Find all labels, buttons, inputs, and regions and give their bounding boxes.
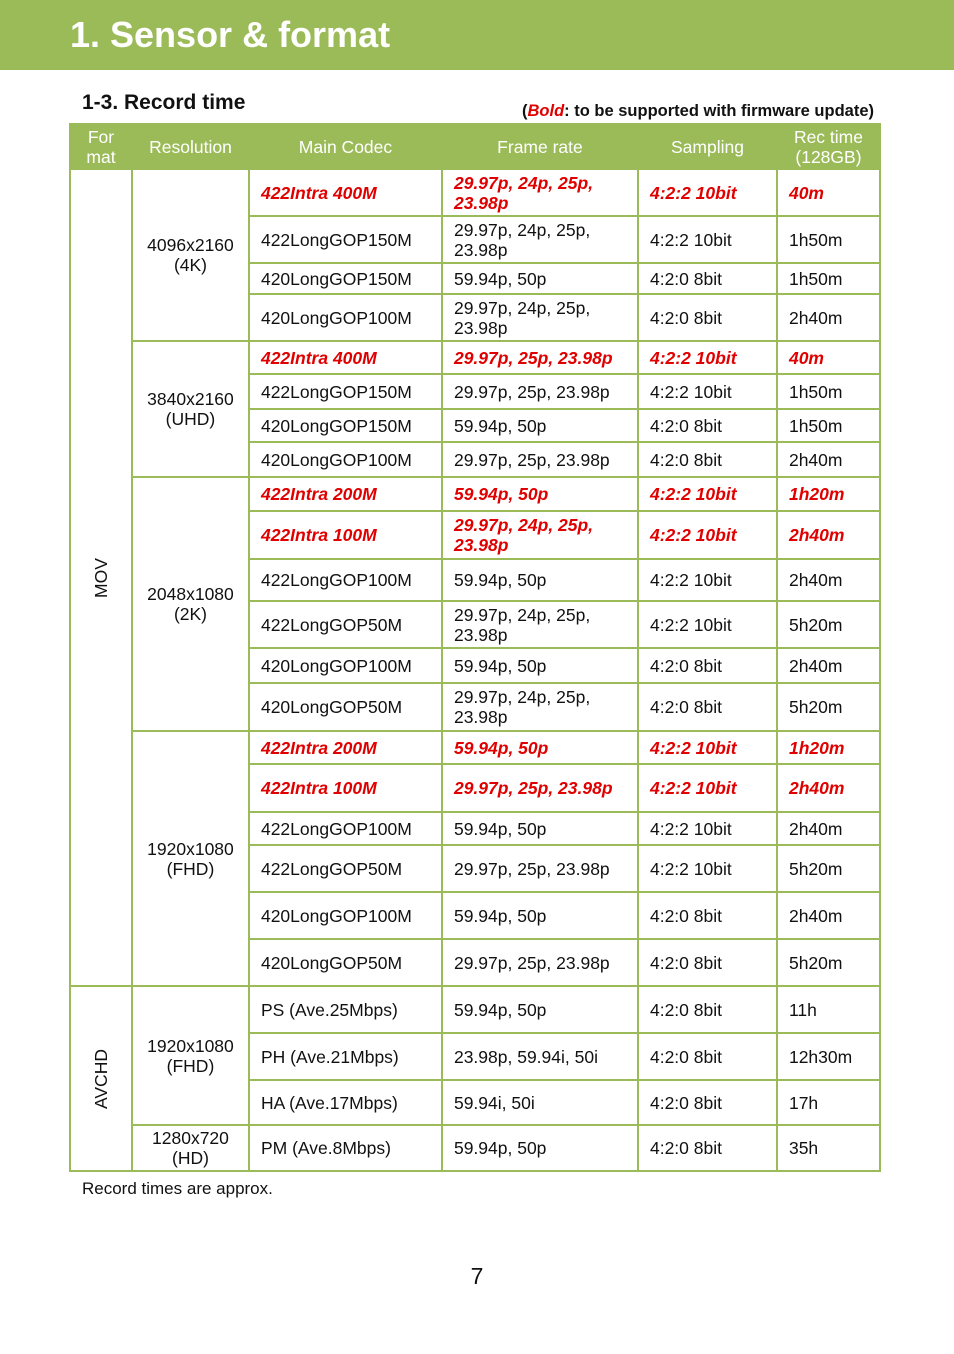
codec-cell: 422Intra 100M xyxy=(249,511,442,559)
sampling-cell: 4:2:2 10bit xyxy=(638,511,777,559)
resolution-cell-fhd: 1920x1080 (FHD) xyxy=(132,731,249,986)
sampling-cell: 4:2:2 10bit xyxy=(638,169,777,216)
codec-cell: 422LongGOP150M xyxy=(249,374,442,409)
frame-rate-cell: 29.97p, 25p, 23.98p xyxy=(442,845,638,892)
sampling-cell: 4:2:0 8bit xyxy=(638,892,777,939)
sampling-cell: 4:2:0 8bit xyxy=(638,263,777,294)
format-label: MOV xyxy=(90,557,111,598)
frame-rate-cell: 59.94p, 50p xyxy=(442,1125,638,1171)
frame-rate-cell: 29.97p, 25p, 23.98p xyxy=(442,374,638,409)
rec-time-cell: 2h40m xyxy=(777,511,880,559)
header-rec-time: Rec time (128GB) xyxy=(777,124,880,169)
frame-rate-cell: 29.97p, 25p, 23.98p xyxy=(442,341,638,374)
frame-rate-cell: 29.97p, 24p, 25p, 23.98p xyxy=(442,601,638,648)
firmware-note xyxy=(522,101,874,121)
frame-rate-cell: 59.94i, 50i xyxy=(442,1080,638,1125)
sampling-cell: 4:2:0 8bit xyxy=(638,409,777,442)
frame-rate-cell: 59.94p, 50p xyxy=(442,409,638,442)
sampling-cell: 4:2:2 10bit xyxy=(638,477,777,511)
codec-cell: 422LongGOP100M xyxy=(249,812,442,845)
table-row xyxy=(70,477,880,511)
footnote: Record times are approx. xyxy=(82,1179,273,1198)
sampling-cell: 4:2:0 8bit xyxy=(638,939,777,986)
header-format: For mat xyxy=(70,124,132,169)
codec-cell: 422Intra 100M xyxy=(249,764,442,812)
rec-time-cell: 1h20m xyxy=(777,731,880,764)
codec-cell: 420LongGOP100M xyxy=(249,648,442,683)
format-cell-avchd xyxy=(70,986,132,1171)
frame-rate-cell: 29.97p, 24p, 25p, 23.98p xyxy=(442,216,638,263)
codec-cell: 420LongGOP50M xyxy=(249,683,442,731)
resolution-cell-avchd_hd: 1280x720 (HD) xyxy=(132,1125,249,1171)
codec-cell: 420LongGOP100M xyxy=(249,294,442,341)
codec-cell: 422LongGOP150M xyxy=(249,216,442,263)
rec-time-cell: 2h40m xyxy=(777,892,880,939)
frame-rate-cell: 59.94p, 50p xyxy=(442,477,638,511)
rec-time-cell: 5h20m xyxy=(777,939,880,986)
rec-time-cell: 5h20m xyxy=(777,683,880,731)
sampling-cell: 4:2:0 8bit xyxy=(638,294,777,341)
table-row xyxy=(70,341,880,374)
frame-rate-cell: 59.94p, 50p xyxy=(442,892,638,939)
codec-cell: 420LongGOP50M xyxy=(249,939,442,986)
table-row xyxy=(70,1125,880,1171)
frame-rate-cell: 59.94p, 50p xyxy=(442,263,638,294)
sampling-cell: 4:2:2 10bit xyxy=(638,764,777,812)
codec-cell: 422LongGOP100M xyxy=(249,559,442,601)
sampling-cell: 4:2:0 8bit xyxy=(638,1033,777,1080)
header-codec: Main Codec xyxy=(249,124,442,169)
format-cell-mov xyxy=(70,169,132,986)
rec-time-cell: 1h20m xyxy=(777,477,880,511)
rec-time-cell: 40m xyxy=(777,169,880,216)
codec-cell: 422Intra 400M xyxy=(249,169,442,216)
sampling-cell: 4:2:0 8bit xyxy=(638,442,777,477)
rec-time-cell: 2h40m xyxy=(777,559,880,601)
frame-rate-cell: 29.97p, 24p, 25p, 23.98p xyxy=(442,683,638,731)
sampling-cell: 4:2:2 10bit xyxy=(638,216,777,263)
codec-cell: 420LongGOP100M xyxy=(249,442,442,477)
rec-time-cell: 12h30m xyxy=(777,1033,880,1080)
section-title: 1-3. Record time xyxy=(82,91,246,114)
table-body xyxy=(70,169,880,1171)
rec-time-cell: 2h40m xyxy=(777,294,880,341)
sampling-cell: 4:2:0 8bit xyxy=(638,986,777,1033)
codec-cell: 422LongGOP50M xyxy=(249,845,442,892)
page-number: 7 xyxy=(470,1263,484,1289)
header-row xyxy=(70,124,880,169)
frame-rate-cell: 29.97p, 24p, 25p, 23.98p xyxy=(442,511,638,559)
codec-cell: 422LongGOP50M xyxy=(249,601,442,648)
resolution-cell-uhd: 3840x2160 (UHD) xyxy=(132,341,249,477)
frame-rate-cell: 59.94p, 50p xyxy=(442,986,638,1033)
sampling-cell: 4:2:2 10bit xyxy=(638,341,777,374)
codec-cell: 420LongGOP150M xyxy=(249,409,442,442)
page-banner xyxy=(0,0,954,70)
sampling-cell: 4:2:0 8bit xyxy=(638,648,777,683)
resolution-cell-avchd_fhd: 1920x1080 (FHD) xyxy=(132,986,249,1125)
frame-rate-cell: 29.97p, 25p, 23.98p xyxy=(442,442,638,477)
rec-time-cell: 2h40m xyxy=(777,648,880,683)
note-rest: : to be supported with firmware update) xyxy=(564,102,874,120)
sampling-cell: 4:2:2 10bit xyxy=(638,559,777,601)
record-time-table xyxy=(69,123,881,1172)
rec-time-cell: 1h50m xyxy=(777,216,880,263)
rec-time-cell: 1h50m xyxy=(777,409,880,442)
rec-time-cell: 35h xyxy=(777,1125,880,1171)
sampling-cell: 4:2:2 10bit xyxy=(638,374,777,409)
codec-cell: PM (Ave.8Mbps) xyxy=(249,1125,442,1171)
frame-rate-cell: 29.97p, 25p, 23.98p xyxy=(442,764,638,812)
rec-time-cell: 11h xyxy=(777,986,880,1033)
sampling-cell: 4:2:2 10bit xyxy=(638,731,777,764)
frame-rate-cell: 29.97p, 24p, 25p, 23.98p xyxy=(442,169,638,216)
header-resolution: Resolution xyxy=(132,124,249,169)
table-row xyxy=(70,169,880,216)
table-row xyxy=(70,731,880,764)
sampling-cell: 4:2:2 10bit xyxy=(638,812,777,845)
note-bold-word: Bold xyxy=(527,102,565,120)
codec-cell: 422Intra 200M xyxy=(249,731,442,764)
rec-time-cell: 5h20m xyxy=(777,845,880,892)
rec-time-cell: 2h40m xyxy=(777,442,880,477)
frame-rate-cell: 29.97p, 25p, 23.98p xyxy=(442,939,638,986)
frame-rate-cell: 59.94p, 50p xyxy=(442,559,638,601)
codec-cell: 422Intra 400M xyxy=(249,341,442,374)
sampling-cell: 4:2:2 10bit xyxy=(638,601,777,648)
frame-rate-cell: 59.94p, 50p xyxy=(442,648,638,683)
banner-title: 1. Sensor & format xyxy=(70,14,391,55)
codec-cell: 422Intra 200M xyxy=(249,477,442,511)
frame-rate-cell: 29.97p, 24p, 25p, 23.98p xyxy=(442,294,638,341)
resolution-cell-r4k: 4096x2160 (4K) xyxy=(132,169,249,341)
table-row xyxy=(70,986,880,1033)
frame-rate-cell: 23.98p, 59.94i, 50i xyxy=(442,1033,638,1080)
sampling-cell: 4:2:0 8bit xyxy=(638,683,777,731)
codec-cell: 420LongGOP150M xyxy=(249,263,442,294)
rec-time-cell: 1h50m xyxy=(777,374,880,409)
header-sampling: Sampling xyxy=(638,124,777,169)
rec-time-cell: 17h xyxy=(777,1080,880,1125)
rec-time-cell: 5h20m xyxy=(777,601,880,648)
codec-cell: PH (Ave.21Mbps) xyxy=(249,1033,442,1080)
format-label: AVCHD xyxy=(90,1048,111,1109)
sampling-cell: 4:2:2 10bit xyxy=(638,845,777,892)
codec-cell: PS (Ave.25Mbps) xyxy=(249,986,442,1033)
note-open: ( xyxy=(521,102,528,120)
codec-cell: 420LongGOP100M xyxy=(249,892,442,939)
sampling-cell: 4:2:0 8bit xyxy=(638,1125,777,1171)
codec-cell: HA (Ave.17Mbps) xyxy=(249,1080,442,1125)
header-frame-rate: Frame rate xyxy=(442,124,638,169)
resolution-cell-r2k: 2048x1080 (2K) xyxy=(132,477,249,731)
frame-rate-cell: 59.94p, 50p xyxy=(442,731,638,764)
rec-time-cell: 40m xyxy=(777,341,880,374)
sampling-cell: 4:2:0 8bit xyxy=(638,1080,777,1125)
rec-time-cell: 1h50m xyxy=(777,263,880,294)
rec-time-cell: 2h40m xyxy=(777,764,880,812)
rec-time-cell: 2h40m xyxy=(777,812,880,845)
frame-rate-cell: 59.94p, 50p xyxy=(442,812,638,845)
